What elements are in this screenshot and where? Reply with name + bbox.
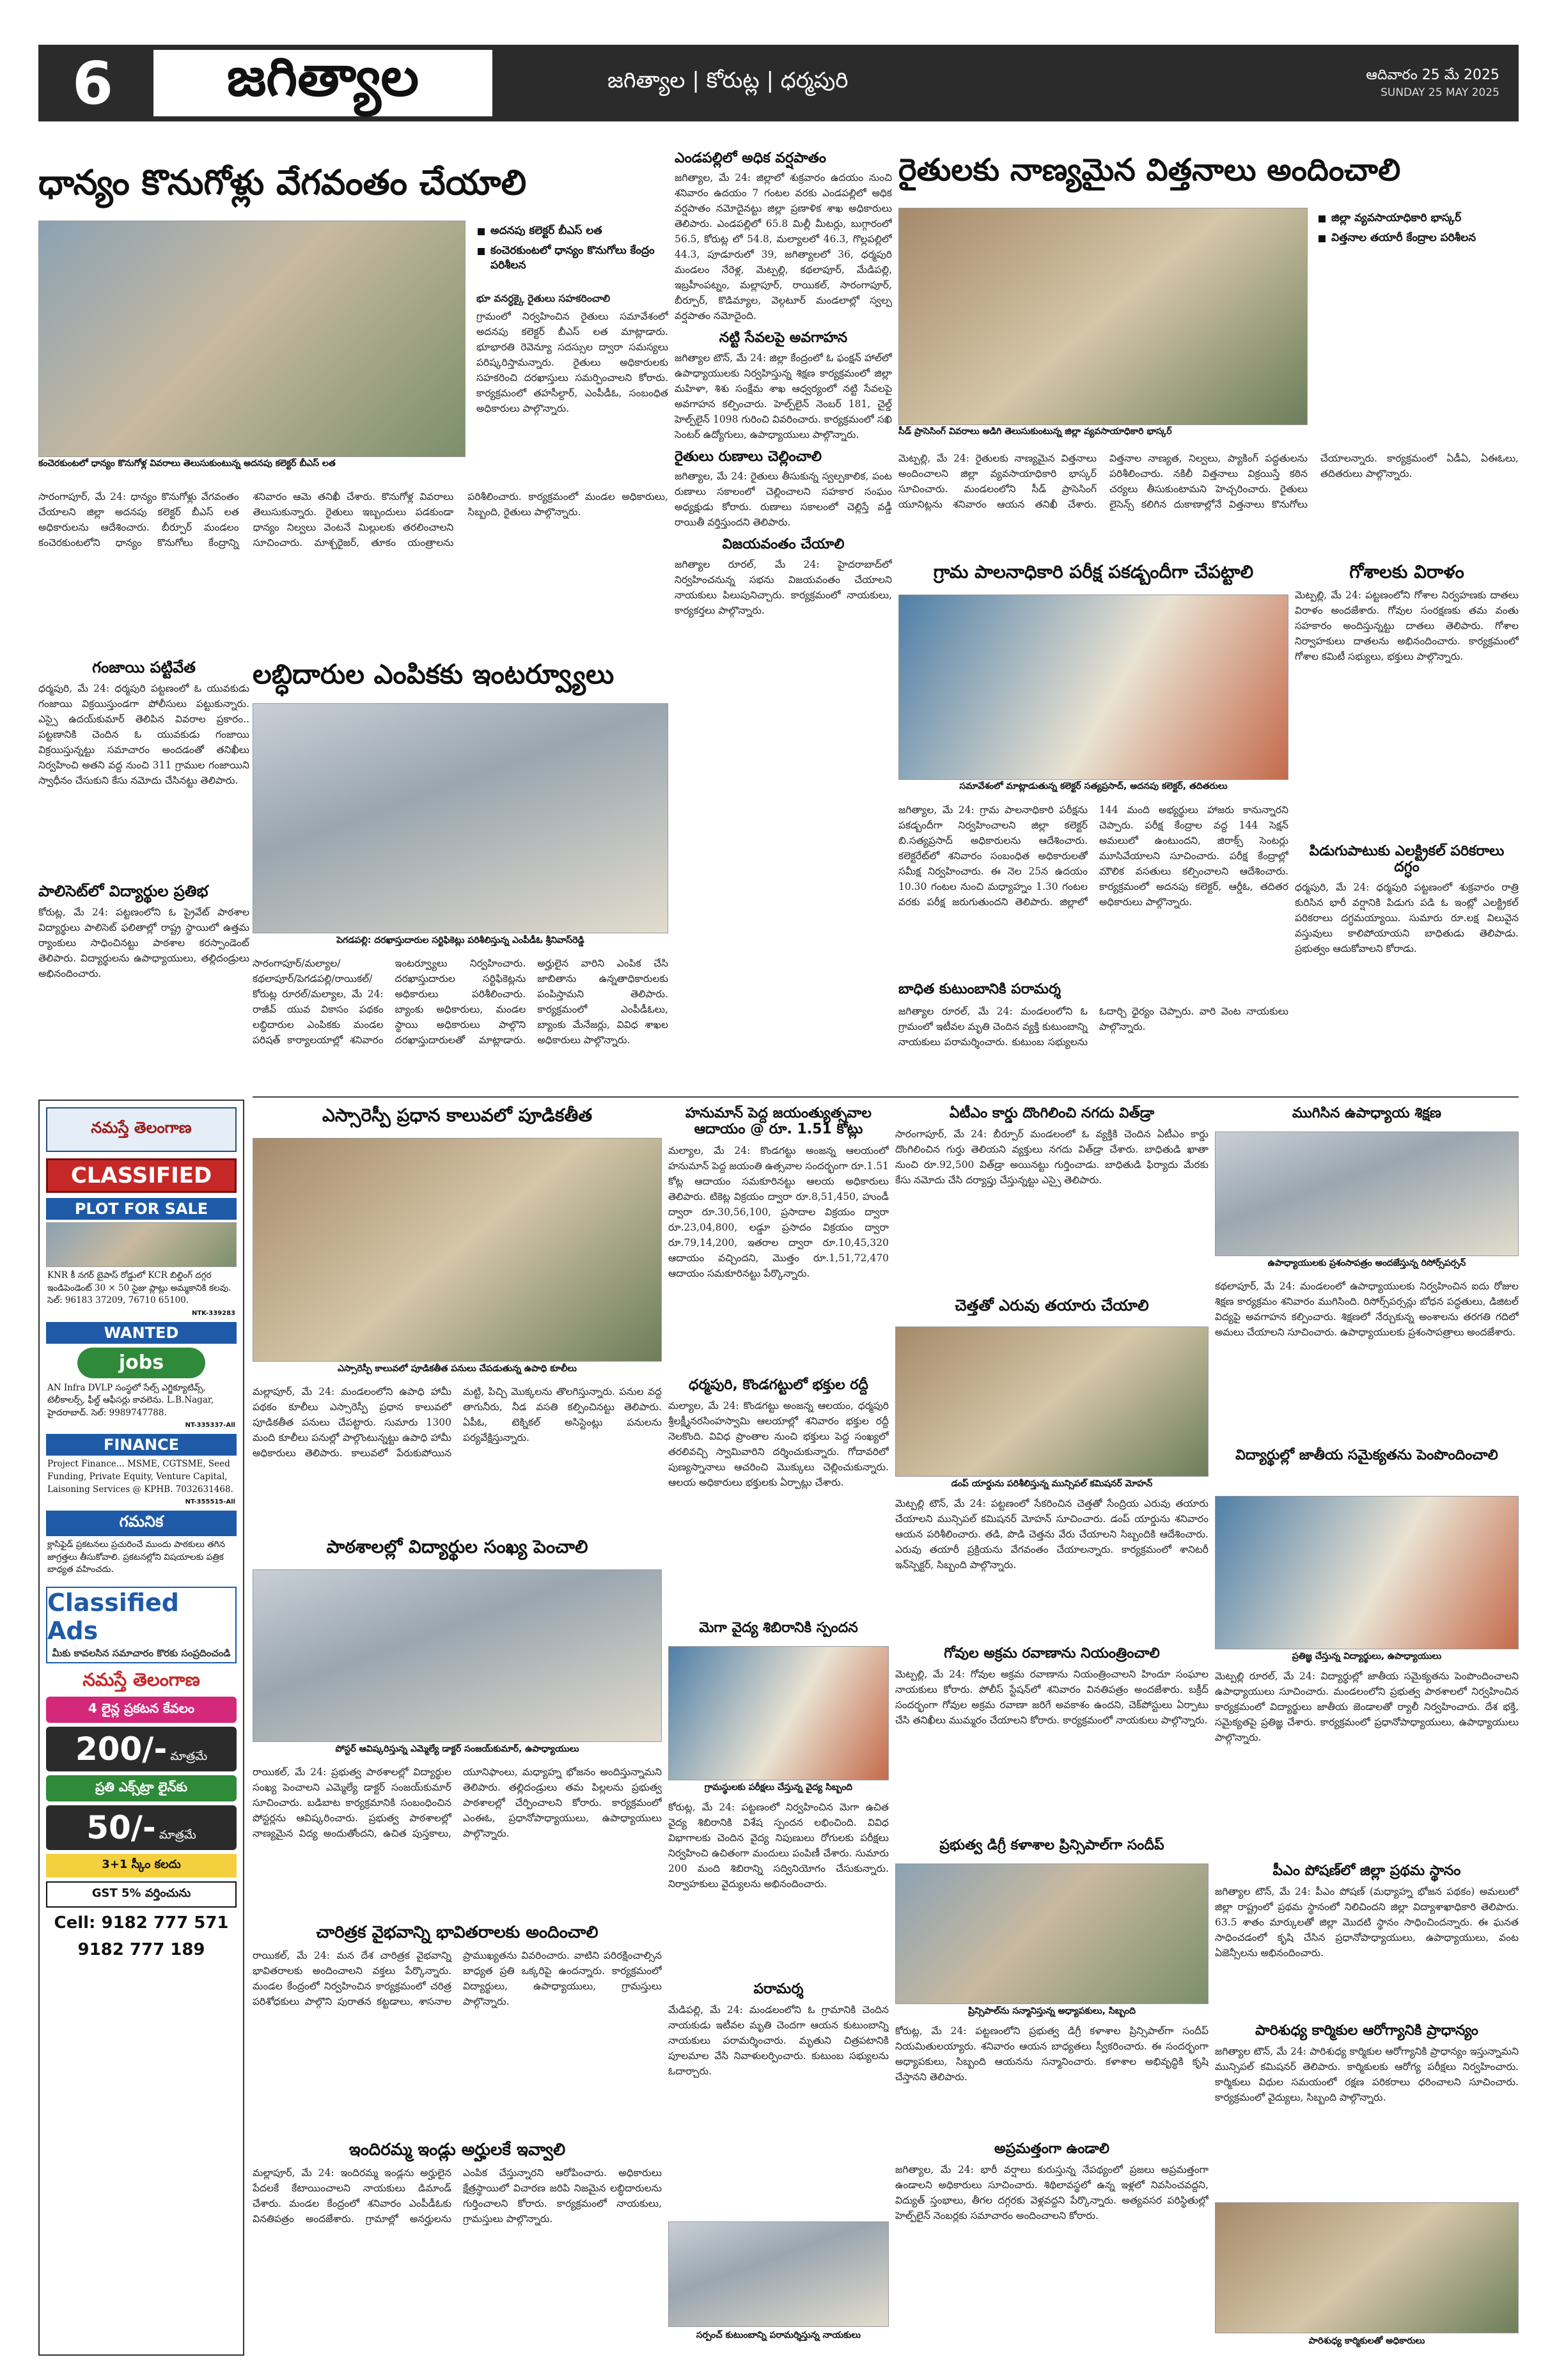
patriotism-photo <box>1215 1496 1519 1649</box>
seeds-body: మెట్పల్లి, మే 24: రైతులకు నాణ్యమైన విత్తనాలు అందించాలని జిల్లా వ్యవసాయాధికారి భాస్కర్ సూచించారు. మండలంలోని సీడ్ ప్రాసెసింగ్ యూనిట్లను శనివారం ఆయన తనిఖీ చేశారు. విత్తనాల నాణ్యత, నిల్వలు, ప్యాకింగ్ పద్ధతులను పరిశీలించారు. నకిలీ విత్తనాలు విక్రయిస్తే కఠిన చర్యలు తీసుకుంటామని హెచ్చరించారు. రైతులు లైసెన్స్ కలిగిన దుకాణాల్లోనే విత్తనాలు కొనుగోలు చేయాలన్నారు. కార్యక్రమంలో ఏడీఏ, ఏఈఓలు, తదితరులు పాల్గొన్నారు. <box>898 453 1519 511</box>
seeds-caption: సీడ్ ప్రాసెసింగ్ వివరాలు అడిగి తెలుసుకుంటున్న జిల్లా వ్యవసాయాధికారి భాస్కర్ <box>898 426 1308 438</box>
date-english: SUNDAY 25 MAY 2025 <box>1381 86 1499 99</box>
condolence-article <box>668 1979 889 2356</box>
principal-headline: ప్రభుత్వ డిగ్రీ కళాశాల ప్రిన్సిపాల్‌గా సందీప్ <box>939 1837 1164 1853</box>
lightning-headline: పిడుగుపాటుకు ఎలక్ట్రికల్ పరికరాలు దగ్ధం <box>1309 843 1505 876</box>
seeds-photo <box>898 208 1308 425</box>
classified-brand-2: నమస్తే తెలంగాణ <box>82 1668 200 1690</box>
training-caption: ఉపాధ్యాయులకు ప్రశంసాపత్రం అందజేస్తున్న రిసోర్స్‌పర్సన్ <box>1215 1258 1519 1270</box>
sanitation-article <box>1215 2020 1519 2356</box>
condolence-photo <box>668 2221 889 2327</box>
condolence-headline: పరామర్శ <box>753 1981 804 1997</box>
srsp-article <box>253 1103 662 1531</box>
notice-text: క్లాసిఫైడ్ ప్రకటనలు ప్రచురించే ముందు పాఠకులు తగిన జాగ్రత్తలు తీసుకోవాలి. ప్రకటనల్లోని విషయాలకు పత్రిక బాధ్యత వహించదు. <box>47 1539 225 1575</box>
goshala-headline: గోశాలకు విరాళం <box>1349 561 1464 582</box>
srsp-photo <box>253 1138 662 1362</box>
date-telugu: ఆదివారం 25 మే 2025 <box>1366 67 1499 83</box>
school-caption: పోస్టర్ ఆవిష్కరిస్తున్న ఎమ్మెల్యే డాక్టర్ సంజయ్‌కుమార్, ఉపాధ్యాయులు <box>253 1744 662 1755</box>
atm-body: సారంగాపూర్, మే 24: బీర్పూర్ మండలంలో ఓ వ్యక్తికి చెందిన ఏటీఎం కార్డు దొంగిలించిన గుర్తు తెలియని వ్యక్తులు నగదు విత్‌డ్రా చేశారు. బాధితుడి ఖాతా నుంచి రూ.92,500 విత్‌డ్రా అయినట్టు గుర్తించాడు. బాధితుడి ఫిర్యాదు మేరకు కేసు నమోదు చేసి దర్యాప్తు చేస్తున్నట్టు ఎస్సై తెలిపారు. <box>895 1128 1209 1186</box>
price1-box <box>46 1727 237 1771</box>
rain-headline: ఎండపల్లిలో అధిక వర్షపాతం <box>675 150 827 166</box>
loans-headline: రైతులు రుణాలు చెల్లించాలి <box>675 448 822 465</box>
beneficiary-article <box>253 655 668 1093</box>
seeds-bullet-2: విత్తనాల తయారీ కేంద్రాల పరిశీలన <box>1317 231 1515 245</box>
srsp-caption: ఎస్సారెస్పీ కాలువలో పూడికతీత పనులు చేపడుతున్న ఉపాధి కూలీలు <box>253 1364 662 1375</box>
history-article <box>253 1921 662 2132</box>
rain-article <box>675 150 892 1093</box>
cattle-article <box>895 1643 1209 1835</box>
gram-photo <box>898 595 1288 780</box>
srsp-headline: ఎస్సారెస్పీ ప్రధాన కాలువలో పూడికతీత <box>322 1105 593 1126</box>
housing-article <box>253 2138 662 2356</box>
classified-ads-logo <box>46 1587 237 1663</box>
condolence-caption: సర్పంచ్ కుటుంబాన్ని పరామర్శిస్తున్న నాయకులు <box>668 2330 889 2342</box>
caution-body: జగిత్యాల, మే 24: భారీ వర్షాలు కురుస్తున్న నేపథ్యంలో ప్రజలు అప్రమత్తంగా ఉండాలని అధికారులు సూచించారు. శిథిలావస్థలో ఉన్న ఇళ్లలో నివసించవద్దని, విద్యుత్ స్తంభాలు, తీగల దగ్గరకు వెళ్లవద్దని పేర్కొన్నారు. అత్యవసర పరిస్థితుల్లో హెల్ప్‌లైన్ నెంబర్లకు సమాచారం అందించాలని కోరారు. <box>895 2164 1209 2222</box>
medical-headline: మెగా వైద్య శిబిరానికి స్పందన <box>699 1620 858 1636</box>
lead-body2-text: గ్రామంలో నిర్వహించిన రైతులు సమావేశంలో అదనపు కలెక్టర్ బీఎస్ లత మాట్లాడారు. భూభారతి రెవెన్యూ సదస్సుల ద్వారా సమస్యలు పరిష్కరిస్తామన్నారు. రైతులు అధికారులకు సహకరించి దరఖాస్తులు సమర్పించాలని కోరారు. కార్యక్రమంలో తహసీల్దార్, ఎంపీడీఓ, సంబంధిత అధికారులు పాల్గొన్నారు. <box>476 311 668 415</box>
patriotism-body: మెట్పల్లి రూరల్, మే 24: విద్యార్థుల్లో జాతీయ సమైక్యతను పెంపొందించాలని ఉపాధ్యాయులు సూచించారు. మండలంలోని ప్రభుత్వ పాఠశాలలో నిర్వహించిన కార్యక్రమంలో విద్యార్థులు జాతీయ జెండాలతో ర్యాలీ నిర్వహించారు. దేశ భక్తి, సమైక్యతపై ప్రతిజ్ఞ చేశారు. కార్యక్రమంలో ప్రధానోపాధ్యాయులు, ఉపాధ్యాయులు పాల్గొన్నారు. <box>1215 1670 1519 1744</box>
principal-caption: ప్రిన్సిపాల్‌ను సన్మానిస్తున్న అధ్యాపకులు, సిబ్బంది <box>895 2006 1209 2018</box>
section-subtitle: జగిత్యాల | కోరుట్ల | ధర్మపురి <box>607 68 849 93</box>
training-photo <box>1215 1132 1519 1256</box>
lead-body: సారంగాపూర్, మే 24: ధాన్యం కొనుగోళ్లు వేగవంతం చేయాలని జిల్లా అదనపు కలెక్టర్ బీఎస్ లత అధికారులను ఆదేశించారు. బీర్పూర్ మండలం కంచెరకుంటలోని ధాన్యం కొనుగోలు కేంద్రాన్ని శనివారం ఆమె తనిఖీ చేశారు. కొనుగోళ్ల వివరాలు తెలుసుకున్నారు. రైతులు ఇబ్బందులు పడకుండా ధాన్యం నిల్వలు వెంటనే మిల్లులకు తరలించాలని సూచించారు. మాశ్చరైజర్, తూకం యంత్రాలను పరిశీలించారు. కార్యక్రమంలో మండల అధికారులు, సిబ్బంది, రైతులు పాల్గొన్నారు. <box>38 491 668 549</box>
principal-body: కోరుట్ల, మే 24: పట్టణంలోని ప్రభుత్వ డిగ్రీ కళాశాల ప్రిన్సిపాల్‌గా సందీప్ నియమితులయ్యారు. శనివారం ఆయన బాధ్యతలు స్వీకరించారు. ఈ సందర్భంగా అధ్యాపకులు, సిబ్బంది ఆయనను సన్మానించారు. కళాశాల అభివృద్ధికి కృషి చేస్తానని తెలిపారు. <box>895 2025 1209 2083</box>
price2-label: ప్రతి ఎక్స్‌ట్రా లైన్‌కు <box>46 1775 237 1801</box>
victim-body: జగిత్యాల రూరల్, మే 24: మండలంలోని ఓ గ్రామంలో ఇటీవల మృతి చెందిన వ్యక్తి కుటుంబాన్ని నాయకులు పరామర్శించారు. కుటుంబ సభ్యులను ఓదార్చి ధైర్యం చెప్పారు. వారి వెంట నాయకులు పాల్గొన్నారు. <box>898 1006 1288 1048</box>
srsp-body: మల్లాపూర్, మే 24: మండలంలోని ఉపాధి హామీ పథకం కూలీలు ఎస్సారెస్పీ ప్రధాన కాలువలో పూడికతీత పనులు చేపట్టారు. సుమారు 1300 మంది కూలీలు పనుల్లో పాల్గొంటున్నట్టు ఉపాధి హామీ అధికారులు తెలిపారు. కాలువలో పేరుకుపోయిన మట్టి, పిచ్చి మొక్కలను తొలగిస్తున్నారు. పనుల వద్ద తాగునీరు, నీడ వసతి కల్పించినట్టు తెలిపారు. ఏపీఓ, టెక్నికల్ అసిస్టెంట్లు పనులను పర్యవేక్షిస్తున్నారు. <box>253 1386 662 1459</box>
school-headline: పాఠశాలల్లో విద్యార్థుల సంఖ్య పెంచాలి <box>326 1536 588 1557</box>
cattle-body: మెట్పల్లి, మే 24: గోవుల అక్రమ రవాణాను నియంత్రించాలని హిందూ సంఘాల నాయకులు కోరారు. పోలీస్ స్టేషన్‌లో శనివారం వినతిపత్రం అందజేశారు. బక్రీద్ సందర్భంగా గోవుల అక్రమ రవాణా జరిగే అవకాశం ఉందని, చెక్‌పోస్టులు ఏర్పాటు చేసి తనిఖీలు ముమ్మరం చేయాలని కోరారు. కార్యక్రమంలో నాయకులు పాల్గొన్నారు. <box>895 1668 1209 1727</box>
gram-caption: సమావేశంలో మాట్లాడుతున్న కలెక్టర్ సత్యప్రసాద్, అదనపు కలెక్టర్, తదితరులు <box>898 781 1288 793</box>
training-headline: ముగిసిన ఉపాధ్యాయ శిక్షణ <box>1292 1105 1442 1121</box>
atm-article <box>895 1103 1209 1295</box>
rain-body: జగిత్యాల, మే 24: జిల్లాలో శుక్రవారం ఉదయం నుంచి శనివారం ఉదయం 7 గంటల వరకు ఎండపల్లిలో అధిక వర్షపాతం నమోదైనట్టు జిల్లా ప్రణాళిక శాఖ అధికారులు తెలిపారు. ఎండపల్లిలో 65.8 మిల్లీ మీటర్లు, బుగ్గారంలో 56.5, కోరుట్ల లో 54.8, మల్యాలలో 46.3, గొల్లపల్లిలో 44.3, పూడూరులో 39, జగిత్యాలలో 36, ధర్మపురి మండలం నేరెళ్ల, మెట్పల్లి, కథలాపూర్, మేడిపల్లి, ఇబ్రహీంపట్నం, మల్లాపూర్, రాయికల్, సారంగాపూర్, బీర్పూర్, కొడిమ్యాల, వెల్గటూర్ మండలాల్లో స్వల్ప వర్షపాతం నమోదైంది. <box>675 172 892 322</box>
school-body: రాయికల్, మే 24: ప్రభుత్వ పాఠశాలల్లో విద్యార్థుల సంఖ్య పెంచాలని ఎమ్మెల్యే డాక్టర్ సంజయ్‌కుమార్ సూచించారు. బడిబాట కార్యక్రమానికి సంబంధించిన పోస్టర్లను ఆవిష్కరించారు. ప్రభుత్వ పాఠశాలల్లో నాణ్యమైన విద్య అందుతోందని, ఉచిత పుస్తకాలు, యూనిఫాంలు, మధ్యాహ్న భోజనం అందిస్తున్నామని తెలిపారు. తల్లిదండ్రులు తమ పిల్లలను ప్రభుత్వ పాఠశాలల్లో చేర్పించాలని కోరారు. కార్యక్రమంలో ఎంఈఓ, ప్రధానోపాధ్యాయులు, ఉపాధ్యాయులు పాల్గొన్నారు. <box>253 1766 662 1840</box>
gram-body: జగిత్యాల, మే 24: గ్రామ పాలనాధికారి పరీక్షను పకడ్బందీగా నిర్వహించాలని జిల్లా కలెక్టర్ బి.సత్యప్రసాద్ అధికారులను ఆదేశించారు. కలెక్టరేట్‌లో శనివారం సంబంధిత అధికారులతో సమీక్ష నిర్వహించారు. ఈ నెల 25న ఉదయం 10.30 గంటల నుంచి మధ్యాహ్నం 1.30 గంటల వరకు పరీక్ష జరుగుతుందని తెలిపారు. జిల్లాలో 144 మంది అభ్యర్థులు హాజరు కానున్నారని చెప్పారు. పరీక్ష కేంద్రాల వద్ద 144 సెక్షన్ అమలులో ఉంటుందని, జిరాక్స్ సెంటర్లు మూసివేయాలని సూచించారు. పరీక్ష కేంద్రాల్లో మౌలిక వసతులు కల్పించాలని ఆదేశించారు. కార్యక్రమంలో అదనపు కలెక్టర్, ఆర్డీఓ, తదితర అధికారులు పాల్గొన్నారు. <box>898 804 1288 908</box>
lightning-body: ధర్మపురి, మే 24: ధర్మపురి పట్టణంలో శుక్రవారం రాత్రి కురిసిన భారీ వర్షానికి పిడుగు పడి ఓ ఇంట్లో ఎలక్ట్రికల్ పరికరాలు దగ్ధమయ్యాయి. సుమారు రూ.లక్ష విలువైన వస్తువులు కాలిపోయాయని బాధితుడు తెలిపాడు. ప్రభుత్వం ఆదుకోవాలని కోరాడు. <box>1295 881 1519 954</box>
edition-date <box>1366 67 1499 99</box>
lead-article <box>38 163 668 655</box>
plot-label: PLOT FOR SALE <box>46 1198 237 1220</box>
history-body: రాయికల్, మే 24: మన దేశ చారిత్రక వైభవాన్ని భావితరాలకు అందించాలని వక్తలు పేర్కొన్నారు. మండల కేంద్రంలో నిర్వహించిన కార్యక్రమంలో చరిత్ర పరిశోధకులు పాల్గొని పురాతన కట్టడాలు, శాసనాల ప్రాముఖ్యతను వివరించారు. వాటిని పరిరక్షించాల్సిన బాధ్యత ప్రతి ఒక్కరిపై ఉందన్నారు. కార్యక్రమంలో విద్యార్థులు, ఉపాధ్యాయులు, గ్రామస్తులు పాల్గొన్నారు. <box>253 1949 662 2007</box>
lead-photo <box>38 221 466 457</box>
seeds-headline: రైతులకు నాణ్యమైన విత్తనాలు అందించాలి <box>898 152 1401 188</box>
polycet-headline: పాలిసెట్‌లో విద్యార్థుల ప్రతిభ <box>38 882 208 900</box>
contact-cell-1: Cell: 9182 777 571 <box>54 1913 229 1933</box>
polycet-body: కోరుట్ల, మే 24: పట్టణంలోని ఓ ప్రైవేట్ పాఠశాల విద్యార్థులు పాలిసెట్ ఫలితాల్లో రాష్ట్ర స్థాయిలో ఉత్తమ ర్యాంకులు సాధించినట్టు పాఠశాల కరస్పాండెంట్ తెలిపారు. విద్యార్థులను ఉపాధ్యాయులు, తల్లిదండ్రులు అభినందించారు. <box>38 906 249 979</box>
caution-headline: అప్రమత్తంగా ఉండాలి <box>994 2141 1109 2157</box>
price1-label: 4 లైన్ల ప్రకటన కేవలం <box>46 1697 237 1723</box>
victim-headline: బాధిత కుటుంబానికి పరామర్శ <box>898 981 1061 997</box>
pm-poshan-article <box>1215 1860 1519 2017</box>
patriotism-headline: విద్యార్థుల్లో జాతీయ సమైక్యతను పెంపొందించాలి <box>1235 1447 1498 1463</box>
gram-headline: గ్రామ పాలనాధికారి పరీక్ష పకడ్బందీగా చేపట్టాలి <box>933 561 1254 582</box>
lead-subheading: భూ వనర్ధక్కై రైతులు సహకరించాలి <box>476 292 611 304</box>
sanitation-caption: పారిశుధ్య కార్మికులతో అధికారులు <box>1215 2336 1519 2347</box>
plot-ref: NTK-339283 <box>192 1309 235 1317</box>
garbage-caption: డంప్ యార్డును పరిశీలిస్తున్న మున్సిపల్ కమిషనర్ మోహన్ <box>895 1479 1209 1490</box>
sanitation-photo <box>1215 2202 1519 2333</box>
seeds-bullets <box>1317 211 1515 251</box>
wanted-ref: NT-335337-All <box>185 1422 235 1429</box>
medical-article <box>668 1617 889 1975</box>
price2-value: 50/- <box>86 1809 156 1847</box>
dharmapuri-body: మల్యాల, మే 24: కొండగట్టు అంజన్న ఆలయం, ధర్మపురి శ్రీలక్ష్మీనరసింహస్వామి ఆలయాల్లో శనివారం భక్తుల రద్దీ నెలకొంది. వివిధ ప్రాంతాల నుంచి భక్తులు పెద్ద సంఖ్యలో తరలివచ్చి స్వామివారిని దర్శించుకున్నారు. గోదావరిలో పుణ్యస్నానాలు ఆచరించి మొక్కులు చెల్లించుకున్నారు. ఆలయ అధికారులు భక్తులకు ఏర్పాట్లు చేశారు. <box>668 1400 889 1489</box>
success-headline: విజయవంతం చేయాలి <box>722 536 845 553</box>
masthead <box>38 45 1519 121</box>
wanted-text: AN Infra DVLP సంస్థలో సేల్స్ ఎగ్జిక్యూటివ్స్, టెలీకాలర్స్, ఫీల్డ్ ఆఫీసర్లు కావలెను. L.B.Nagar, హైదరాబాద్. సెల్: 9989747788. <box>47 1382 214 1418</box>
section-title-box <box>153 45 492 116</box>
notice-label: గమనిక <box>46 1511 237 1536</box>
lead-caption: కంచెరకుంటలో ధాన్యం కొనుగోళ్ల వివరాలు తెలుసుకుంటున్న అదనపు కలెక్టర్ బీఎస్ లత <box>38 458 466 470</box>
dharmapuri-article <box>668 1374 889 1614</box>
contact-cell-2: 9182 777 189 <box>77 1940 205 1959</box>
jobs-logo: jobs <box>77 1348 205 1378</box>
housing-body: మల్లాపూర్, మే 24: ఇందిరమ్మ ఇండ్లను అర్హులైన పేదలకే కేటాయించాలని నాయకులు డిమాండ్ చేశారు. మండల కేంద్రంలో శనివారం ఎంపీడీఓకు వినతిపత్రం అందజేశారు. గ్రామాల్లో అనర్హులను ఎంపిక చేస్తున్నారని ఆరోపించారు. అధికారులు క్షేత్రస్థాయిలో విచారణ జరిపి నిజమైన లబ్ధిదారులను గుర్తించాలని కోరారు. కార్యక్రమంలో నాయకులు, గ్రామస్తులు పాల్గొన్నారు. <box>253 2166 662 2225</box>
caution-article <box>895 2138 1209 2356</box>
offer-badge: 3+1 స్కీం కలదు <box>46 1854 237 1878</box>
pm-poshan-body: జగిత్యాల టౌన్, మే 24: పీఎం పోషణ్ (మధ్యాహ్న భోజన పథకం) అమలులో జిల్లా రాష్ట్రంలో ప్రథమ స్థానంలో నిలిచిందని జిల్లా విద్యాశాఖాధికారి తెలిపారు. 63.5 శాతం మార్కులతో జిల్లా మొదటి స్థానం సాధించిందన్నారు. ఈ ఘనత సాధించడంలో కృషి చేసిన ప్రధానోపాధ్యాయులు, ఉపాధ్యాయులు, వంట ఏజెన్సీలను అభినందించారు. <box>1215 1886 1519 1959</box>
garbage-headline: చెత్తతో ఎరువు తయారు చేయాలి <box>955 1296 1149 1314</box>
loans-body: జగిత్యాల, మే 24: రైతులు తీసుకున్న స్వల్పకాలిక, పంట రుణాలు సకాలంలో చెల్లించాలని సహకార సంఘం అధ్యక్షుడు కోరారు. రుణాలు సకాలంలో చెల్లిస్తే వడ్డీ రాయితీ వర్తిస్తుందని తెలిపారు. <box>675 471 892 529</box>
lead-body2 <box>476 291 668 483</box>
price1-value: 200/- <box>75 1731 168 1768</box>
lead-bullet-2: కంచెరకుంటలో ధాన్యం కొనుగోలు కేంద్రం పరిశీలన <box>476 244 668 273</box>
beneficiary-photo <box>253 703 668 933</box>
garbage-photo <box>895 1326 1209 1477</box>
gram-article <box>898 559 1288 1093</box>
helpline-headline: నట్టి సేవలపై అవగాహన <box>719 330 848 346</box>
principal-article <box>895 1835 1209 2135</box>
gst-badge: GST 5% వర్తించును <box>46 1881 237 1908</box>
cattle-headline: గోవుల అక్రమ రవాణాను నియంత్రించాలి <box>944 1645 1160 1661</box>
ads-sub: మీకు కావలసిన సమాచారం కొరకు సంప్రదించండి <box>52 1647 231 1659</box>
wanted-label: WANTED <box>46 1322 237 1344</box>
condolence-body: మేడిపల్లి, మే 24: మండలంలోని ఓ గ్రామానికి చెందిన నాయకుడు ఇటీవల మృతి చెందగా ఆయన కుటుంబాన్ని నాయకులు పరామర్శించారు. మృతుని చిత్రపటానికి పూలమాల వేసి నివాళులర్పించారు. కుటుంబ సభ్యులను ఓదార్చారు. <box>668 2004 889 2078</box>
goshala-body: మెట్పల్లి, మే 24: పట్టణంలోని గోశాల నిర్వహణకు దాతలు విరాళం అందజేశారు. గోవుల సంరక్షణకు తమ వంతు సహకారం అందిస్తున్నట్టు దాతలు తెలిపారు. గోశాల నిర్వాహకులు దాతలను అభినందించారు. కార్యక్రమంలో గోశాల కమిటీ సభ్యులు, భక్తులు పాల్గొన్నారు. <box>1295 589 1519 663</box>
plot-photo <box>46 1222 237 1267</box>
training-article <box>1215 1103 1519 1442</box>
garbage-article <box>895 1295 1209 1640</box>
classified-column <box>38 1100 244 2356</box>
lead-bullet-1: అదనపు కలెక్టర్ బీఎస్ లత <box>476 224 668 238</box>
pm-poshan-headline: పీఎం పోషణ్‌లో జిల్లా ప్రథమ స్థానం <box>1272 1863 1461 1879</box>
school-photo <box>253 1569 662 1742</box>
beneficiary-caption: పెగడపల్లి: దరఖాస్తుదారుల సర్టిఫికెట్లు పరిశీలిస్తున్న ఎంపీడీఓ శ్రీనివాస్‌రెడ్డి <box>253 935 668 947</box>
plot-text: KNR కీ నగర్ బైపాస్ రోడ్డులో KCR బిల్డింగ్ దగ్గర ఇండిపెండెంట్ 30 × 50 సైజు ప్లాట్లు అమ్మకానికి కలవు. సెల్: 96183 37209, 76710 65100. <box>47 1270 231 1306</box>
medical-photo <box>668 1646 889 1780</box>
success-body: జగిత్యాల రూరల్, మే 24: హైదరాబాద్‌లో నిర్వహించనున్న సభను విజయవంతం చేయాలని నాయకులు పిలుపునిచ్చారు. కార్యక్రమంలో నాయకులు, కార్యకర్తలు పాల్గొన్నారు. <box>675 558 892 616</box>
medical-caption: గ్రామస్థులకు పరీక్షలు చేస్తున్న వైద్య సిబ్బంది <box>668 1782 889 1794</box>
hanuman-article <box>668 1103 889 1371</box>
medical-body: కోరుట్ల, మే 24: పట్టణంలో నిర్వహించిన మెగా ఉచిత వైద్య శిబిరానికి విశేష స్పందన లభించింది. వివిధ విభాగాలకు చెందిన వైద్య నిపుణులు రోగులకు పరీక్షలు నిర్వహించి ఉచితంగా మందులు పంపిణీ చేశారు. సుమారు 200 మంది శిబిరాన్ని సద్వినియోగం చేసుకున్నారు. నిర్వాహకులు వైద్యులను అభినందించారు. <box>668 1801 889 1890</box>
ganja-headline: గంజాయి పట్టివేత <box>92 658 196 676</box>
goshala-article <box>1295 559 1519 1093</box>
classified-banner: CLASSIFIED <box>46 1158 237 1193</box>
finance-ref: NT-355515-All <box>185 1498 235 1506</box>
training-body: కథలాపూర్, మే 24: మండలంలో ఉపాధ్యాయులకు నిర్వహించిన ఐదు రోజుల శిక్షణ కార్యక్రమం శనివారం ముగిసింది. రిసోర్స్‌పర్సన్లు బోధన పద్ధతులు, డిజిటల్ విద్యపై అవగాహన కల్పించారు. శిక్షణలో నేర్చుకున్న అంశాలను తరగతి గదిలో అమలు చేయాలని సూచించారు. ఉపాధ్యాయులకు ప్రశంసాపత్రాలు అందజేశారు. <box>1215 1280 1519 1339</box>
principal-photo <box>895 1863 1209 2004</box>
beneficiary-headline: లబ్ధిదారుల ఎంపికకు ఇంటర్వ్యూలు <box>253 658 614 690</box>
hanuman-headline: హనుమాన్ పెద్ద జయంత్యుత్సవాల ఆదాయం @ రూ. 1.51 కోట్లు <box>685 1105 872 1138</box>
price2-unit: మాత్రమే <box>159 1828 196 1842</box>
seeds-article <box>898 150 1519 553</box>
history-headline: చారిత్రక వైభవాన్ని భావితరాలకు అందించాలి <box>316 1923 599 1942</box>
lead-headline: ధాన్యం కొనుగోళ్లు వేగవంతం చేయాలి <box>38 163 527 203</box>
price2-box <box>46 1805 237 1850</box>
seeds-bullet-1: జిల్లా వ్యవసాయాధికారి భాస్కర్ <box>1317 211 1515 226</box>
housing-headline: ఇందిరమ్మ ఇండ్లు అర్హులకే ఇవ్వాలి <box>348 2140 566 2159</box>
school-article <box>253 1534 662 1918</box>
page-number: 6 <box>72 49 113 118</box>
lead-bullets <box>476 224 668 278</box>
section-title: జగిత్యాల <box>226 45 419 108</box>
dharmapuri-headline: ధర్మపురి, కొండగట్టులో భక్తుల రద్దీ <box>689 1377 868 1393</box>
finance-text: Project Finance... MSME, CGTSME, Seed Funding, Private Equity, Venture Capital, Laisoning Services @ KPHB. 7032631468. <box>47 1459 233 1495</box>
ganja-body: ధర్మపురి, మే 24: ధర్మపురి పట్టణంలో ఓ యువకుడు గంజాయి విక్రయిస్తుండగా పోలీసులు పట్టుకున్నారు. ఎస్సై ఉదయ్‌కుమార్ తెలిపిన వివరాల ప్రకారం.. పట్టణానికి చెందిన ఓ యువకుడు గంజాయి విక్రయిస్తున్నట్టు సమాచారం అందడంతో తనిఖీలు నిర్వహించి అతని వద్ద నుంచి 311 గ్రాముల గంజాయిని స్వాధీనం చేసుకుని కేసు నమోదు చేసినట్టు తెలిపారు. <box>38 682 249 786</box>
atm-headline: ఏటీఎం కార్డు దొంగిలించి నగదు విత్‌డ్రా <box>949 1105 1155 1121</box>
polycet-article <box>38 879 249 1084</box>
beneficiary-body: సారంగాపూర్/మల్యాల/కథలాపూర్/పెగడపల్లి/రాయికల్/కోరుట్ల రూరల్/మల్యాల, మే 24: రాజీవ్ యువ వికాసం పథకం లబ్ధిదారుల ఎంపికకు మండల పరిషత్ కార్యాలయాల్లో శనివారం ఇంటర్వ్యూలు నిర్వహించారు. దరఖాస్తుదారుల సర్టిఫికెట్లను అధికారులు పరిశీలించారు. బ్యాంకు అధికారులు, మండల స్థాయి అధికారులు పాల్గొని దరఖాస్తుదారులతో మాట్లాడారు. అర్హులైన వారిని ఎంపిక చేసి జాబితాను ఉన్నతాధికారులకు పంపిస్తామని తెలిపారు. కార్యక్రమంలో ఎంపీడీఓలు, బ్యాంకు మేనేజర్లు, వివిధ శాఖల అధికారులు పాల్గొన్నారు. <box>253 958 668 1046</box>
price1-unit: మాత్రమే <box>170 1750 208 1764</box>
ganja-article <box>38 655 249 873</box>
helpline-body: జగిత్యాల టౌన్, మే 24: జిల్లా కేంద్రంలో ఓ ఫంక్షన్ హాల్‌లో ఉపాధ్యాయులకు నిర్వహిస్తున్న శిక్షణ కార్యక్రమంలో జిల్లా మహిళా, శిశు సంక్షేమ శాఖ ఆధ్వర్యంలో నట్టి సేవలపై అవగాహన కల్పించారు. హెల్ప్‌లైన్ నెంబర్ 181, చైల్డ్ హెల్ప్‌లైన్ 1098 గురించి వివరించారు. కార్యక్రమంలో సఖి సెంటర్ ఉద్యోగులు, ఉపాధ్యాయులు పాల్గొన్నారు. <box>675 352 892 440</box>
garbage-body: మెట్పల్లి టౌన్, మే 24: పట్టణంలో సేకరించిన చెత్తతో సేంద్రియ ఎరువు తయారు చేయాలని మున్సిపల్ కమిషనర్ మోహన్ సూచించారు. డంప్ యార్డును శనివారం ఆయన పరిశీలించారు. తడి, పొడి చెత్తను వేరు చేయాలని సిబ్బందికి ఆదేశించారు. ఎరువు తయారీ ప్రక్రియను వేగవంతం చేయాలన్నారు. కార్యక్రమంలో శానిటరీ ఇన్‌స్పెక్టర్, సిబ్బంది పాల్గొన్నారు. <box>895 1498 1209 1571</box>
hanuman-body: మల్యాల, మే 24: కొండగట్టు అంజన్న ఆలయంలో హనుమాన్ పెద్ద జయంతి ఉత్సవాల సందర్భంగా రూ.1.51 కోట్ల ఆదాయం సమకూరినట్టు ఆలయ అధికారులు తెలిపారు. టికెట్ల విక్రయం ద్వారా రూ.8,51,450, హుండీ ద్వారా రూ.30,56,100, ప్రసాదాల విక్రయం ద్వారా రూ.23,04,800, లడ్డూ ప్రసాదం విక్రయం ద్వారా రూ.79,14,200, ఇతరాల ద్వారా రూ.10,45,320 ఆదాయం వచ్చిందని, మొత్తం రూ.1,51,72,470 ఆదాయం సమకూరినట్టు పేర్కొన్నారు. <box>668 1144 889 1279</box>
finance-label: FINANCE <box>46 1434 237 1456</box>
patriotism-article <box>1215 1445 1519 1860</box>
patriotism-caption: ప్రతిజ్ఞ చేస్తున్న విద్యార్థులు, ఉపాధ్యాయులు <box>1215 1651 1519 1663</box>
sanitation-body: జగిత్యాల టౌన్, మే 24: పారిశుధ్య కార్మికుల ఆరోగ్యానికి ప్రాధాన్యం ఇస్తున్నామని మున్సిపల్ కమిషనర్ తెలిపారు. కార్మికులకు ఆరోగ్య పరీక్షలు నిర్వహించారు. కార్మికులు విధుల సమయంలో రక్షణ పరికరాలు ధరించాలని సూచించారు. కార్యక్రమంలో వైద్యులు, సిబ్బంది పాల్గొన్నారు. <box>1215 2046 1519 2104</box>
classified-brand: నమస్తే తెలంగాణ <box>46 1107 237 1152</box>
ads-title: Classified Ads <box>47 1588 179 1645</box>
section-divider <box>253 1096 1519 1098</box>
sanitation-headline: పారిశుధ్య కార్మికుల ఆరోగ్యానికి ప్రాధాన్యం <box>1255 2023 1478 2039</box>
